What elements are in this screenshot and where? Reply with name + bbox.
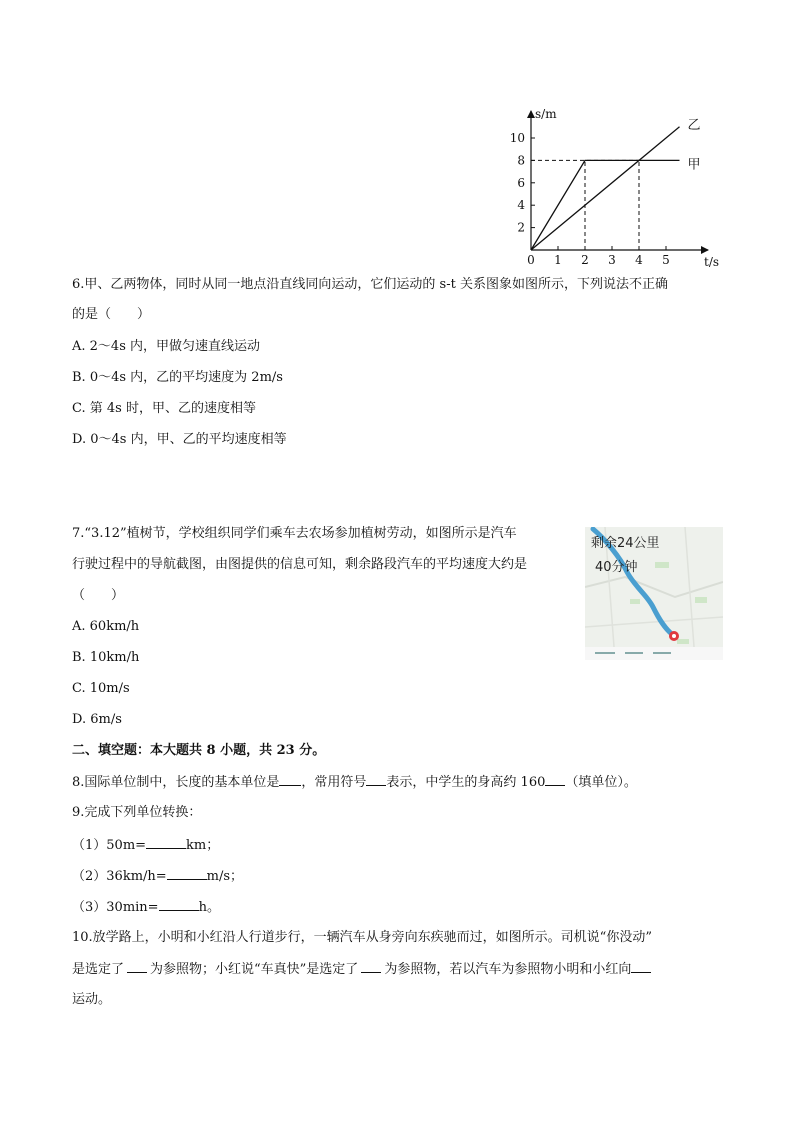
q9-item-1	[72, 836, 219, 855]
q10-part-b: 为参照物；小红说“车真快”是选定了	[150, 962, 359, 977]
q10-stem-line2	[72, 960, 651, 979]
y-tick-label: 6	[517, 175, 525, 190]
navigation-map	[585, 527, 723, 660]
map-remaining-distance: 剩余24公里	[591, 536, 660, 551]
section-heading: 二、填空题：本大题共 8 小题，共 23 分。	[72, 743, 326, 758]
q10-blank-1[interactable]	[127, 960, 147, 973]
q10-stem-line3: 运动。	[72, 992, 112, 1007]
y-axis-label: s/m	[535, 107, 557, 121]
q8-blank-1[interactable]	[279, 773, 301, 786]
q7-stem-line1: 7.“3.12”植树节，学校组织同学们乘车去农场参加植树劳动，如图所示是汽车	[72, 526, 517, 541]
q8-stem	[72, 773, 637, 792]
q6-option-c: C. 第 4s 时，甲、乙的速度相等	[72, 401, 256, 416]
q9-item-1-prefix: （1）50m=	[72, 838, 147, 853]
q7-option-c: C. 10m/s	[72, 681, 130, 696]
q9-blank-3[interactable]	[159, 898, 199, 911]
q7-stem-line2: 行驶过程中的导航截图，由图提供的信息可知，剩余路段汽车的平均速度大约是	[72, 557, 528, 572]
q6-stem-line1: 6.甲、乙两物体，同时从同一地点沿直线同向运动，它们运动的 s-t 关系图象如图所示，下列说法不正确	[72, 277, 668, 292]
q7-stem-line3: （ ）	[72, 588, 125, 603]
q9-item-1-suffix: km；	[186, 838, 220, 853]
q6-stem-line2: 的是（ ）	[72, 307, 151, 322]
q6-option-d: D. 0～4s 内，甲、乙的平均速度相等	[72, 432, 287, 447]
x-tick-label: 2	[581, 253, 589, 267]
q10-blank-3[interactable]	[631, 960, 651, 973]
q7-option-b: B. 10km/h	[72, 650, 140, 665]
q9-item-2-suffix: m/s；	[206, 869, 244, 884]
q9-title: 9.完成下列单位转换：	[72, 805, 202, 820]
series-line-1	[531, 160, 680, 250]
series-label-2: 乙	[687, 117, 701, 133]
q10-part-c: 为参照物，若以汽车为参照物小明和小红向	[384, 962, 632, 977]
q9-item-3-suffix: h。	[198, 900, 220, 915]
q9-blank-1[interactable]	[146, 836, 186, 849]
y-tick-label: 8	[517, 153, 525, 168]
x-tick-label: 5	[662, 253, 670, 267]
y-tick-label: 2	[517, 220, 525, 235]
q8-part-c: 表示，中学生的身高约 160	[386, 775, 546, 790]
x-tick-label: 0	[527, 253, 535, 267]
q9-item-2-prefix: （2）36km/h=	[72, 869, 167, 884]
q6-option-b: B. 0～4s 内，乙的平均速度为 2m/s	[72, 370, 283, 385]
q10-blank-2[interactable]	[361, 960, 381, 973]
q9-blank-2[interactable]	[167, 867, 207, 880]
x-tick-label: 3	[608, 253, 616, 267]
series-line-2	[531, 127, 680, 250]
q7-option-d: D. 6m/s	[72, 712, 122, 727]
q8-blank-2[interactable]	[366, 773, 386, 786]
q10-stem-line1: 10.放学路上，小明和小红沿人行道步行，一辆汽车从身旁向东疾驰而过，如图所示。司机说“你没动”	[72, 930, 652, 945]
y-axis-arrow-icon	[527, 110, 535, 118]
q8-blank-3[interactable]	[545, 773, 565, 786]
st-graph	[498, 103, 728, 268]
x-axis-arrow-icon	[701, 246, 709, 254]
q9-item-2	[72, 867, 243, 886]
series-label-1: 甲	[687, 157, 701, 173]
y-tick-label: 10	[509, 131, 525, 145]
map-remaining-time: 40分钟	[595, 560, 638, 575]
q9-item-3-prefix: （3）30min=	[72, 900, 159, 915]
y-tick-label: 4	[517, 198, 525, 213]
q9-item-3	[72, 898, 220, 917]
q6-option-a: A. 2～4s 内，甲做匀速直线运动	[72, 339, 260, 354]
q7-option-a: A. 60km/h	[72, 619, 140, 634]
q8-part-a: 8.国际单位制中，长度的基本单位是	[72, 775, 280, 790]
q8-part-b: ，常用符号	[301, 775, 367, 790]
q8-part-d: （填单位）。	[565, 775, 637, 790]
x-axis-label: t/s	[704, 255, 720, 268]
q10-part-a: 是选定了	[72, 962, 125, 977]
x-tick-label: 1	[554, 253, 562, 267]
x-tick-label: 4	[635, 253, 643, 267]
